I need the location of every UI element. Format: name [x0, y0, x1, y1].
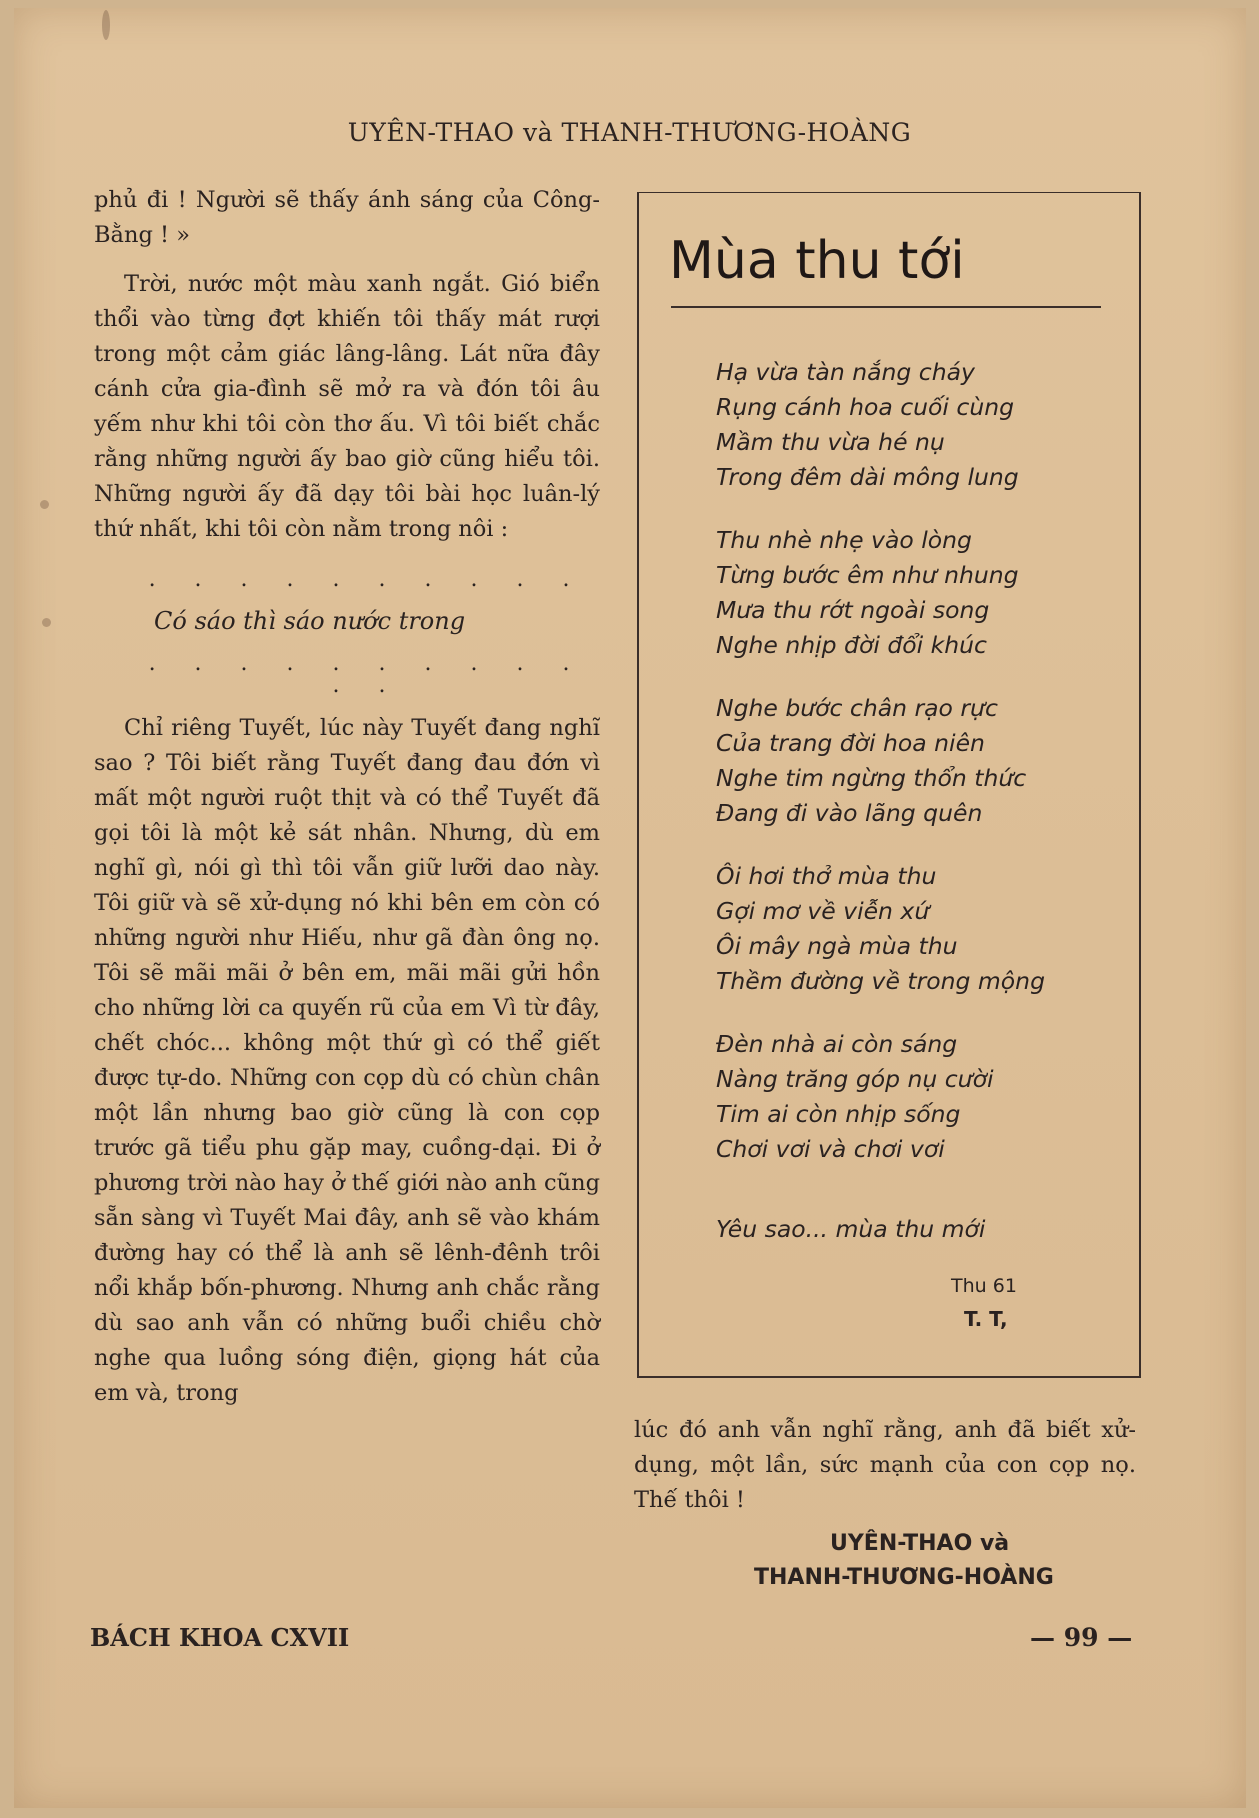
- magazine-issue: BÁCH KHOA CXVII: [90, 1623, 350, 1652]
- title-rule: [671, 306, 1101, 308]
- poem-line: Rụng cánh hoa cuối cùng: [716, 393, 1015, 421]
- author-line: THANH-THƯƠNG-HOÀNG: [754, 1565, 1054, 1590]
- stanza: [716, 691, 1126, 831]
- poem-date: Thu 61: [951, 1275, 1017, 1297]
- poem-line: Thềm đường về trong mộng: [716, 967, 1045, 995]
- author-credit: [634, 1527, 1136, 1595]
- right-column: [634, 1413, 1136, 1518]
- poem-line: Gợi mơ về viễn xứ: [716, 897, 930, 925]
- paper-stain: [102, 10, 110, 40]
- paragraph: Trời, nước một màu xanh ngắt. Gió biển thổi vào từng đợt khiến tôi thấy mát rượi trong một cảm giác lâng-lâng. Lát nữa đây cánh cửa gia-đình sẽ mở ra và đón tôi âu yếm như khi tôi còn thơ ấu. Vì tôi biết chắc rằng những người ấy bao giờ cũng hiểu tôi. Những người ấy đã dạy tôi bài học luân-lý thứ nhất, khi tôi còn nằm trong nôi :: [94, 271, 600, 542]
- paper-stain: [42, 618, 51, 627]
- poem-line: Ôi hơi thở mùa thu: [716, 862, 937, 890]
- poem-line: Của trang đời hoa niên: [716, 729, 985, 757]
- poem-line: Từng bước êm như nhung: [716, 561, 1019, 589]
- poem-line: Đèn nhà ai còn sáng: [716, 1030, 958, 1058]
- poem-line: Mầm thu vừa hé nụ: [716, 428, 945, 456]
- poem-stanzas: [716, 355, 1126, 1195]
- paragraph: lúc đó anh vẫn nghĩ rằng, anh đã biết xử-dụng, một lần, sức mạnh của con cọp nọ. Thế thôi !: [634, 1417, 1136, 1513]
- stanza: [716, 859, 1126, 999]
- quote-line: Có sáo thì sáo nước trong: [154, 607, 466, 635]
- poem-signature: T. T,: [964, 1307, 1008, 1331]
- poem-line: Thu nhè nhẹ vào lòng: [716, 526, 972, 554]
- ellipsis-row: . . . . . . . . . . . .: [148, 651, 586, 698]
- running-head: UYÊN-THAO và THANH-THƯƠNG-HOÀNG: [347, 118, 912, 147]
- poem-title: Mùa thu tới: [669, 231, 965, 291]
- poem-line: Nàng trăng góp nụ cười: [716, 1065, 994, 1093]
- poem-box: [637, 192, 1141, 1378]
- poem-line: Ôi mây ngà mùa thu: [716, 932, 958, 960]
- poem-line: Đang đi vào lãng quên: [716, 799, 983, 827]
- page-number: — 99 —: [1030, 1623, 1133, 1652]
- ellipsis-row: . . . . . . . . . .: [148, 567, 586, 592]
- poem-line: Hạ vừa tàn nắng cháy: [716, 358, 975, 386]
- poem-line: Nghe nhịp đời đổi khúc: [716, 631, 987, 659]
- poem-line: Mưa thu rớt ngoài song: [716, 596, 990, 624]
- poem-last-line: Yêu sao... mùa thu mới: [716, 1215, 986, 1243]
- author-line: UYÊN-THAO và: [830, 1531, 1010, 1556]
- stanza: [716, 523, 1126, 663]
- stanza: [716, 355, 1126, 495]
- paragraph: phủ đi ! Người sẽ thấy ánh sáng của Công-Bằng ! »: [94, 187, 600, 248]
- poem-line: Nghe bước chân rạo rực: [716, 694, 998, 722]
- paper-stain: [40, 500, 49, 509]
- poem-line: Nghe tim ngừng thổn thức: [716, 764, 1027, 792]
- poem-line: Tim ai còn nhịp sống: [716, 1100, 961, 1128]
- left-column: [94, 183, 600, 1411]
- stanza: [716, 1027, 1126, 1167]
- paragraph: Chỉ riêng Tuyết, lúc này Tuyết đang nghĩ sao ? Tôi biết rằng Tuyết đang đau đớn vì mất một người ruột thịt và có thể Tuyết đã gọi tôi là một kẻ sát nhân. Nhưng, dù em nghĩ gì, nói gì thì tôi vẫn giữ lưỡi dao này. Tôi giữ và sẽ xử-dụng nó khi bên em còn có những người như Hiếu, như gã đàn ông nọ. Tôi sẽ mãi mãi ở bên em, mãi mãi gửi hồn cho những lời ca quyến rũ của em Vì từ đây, chết chóc... không một thứ gì có thể giết được tự-do. Những con cọp dù có chùn chân một lần nhưng bao giờ cũng là con cọp trước gã tiểu phu gặp may, cuồng-dại. Đi ở phương trời nào hay ở thế giới nào anh cũng sẵn sàng vì Tuyết Mai đây, anh sẽ vào khám đường hay có thể là anh sẽ lênh-đênh trôi nổi khắp bốn-phương. Nhưng anh chắc rằng dù sao anh vẫn có những buổi chiều chờ nghe qua luồng sóng điện, giọng hát của em và, trong: [94, 715, 600, 1406]
- poem-line: Chơi vơi và chơi vơi: [716, 1135, 945, 1163]
- poem-line: Trong đêm dài mông lung: [716, 463, 1019, 491]
